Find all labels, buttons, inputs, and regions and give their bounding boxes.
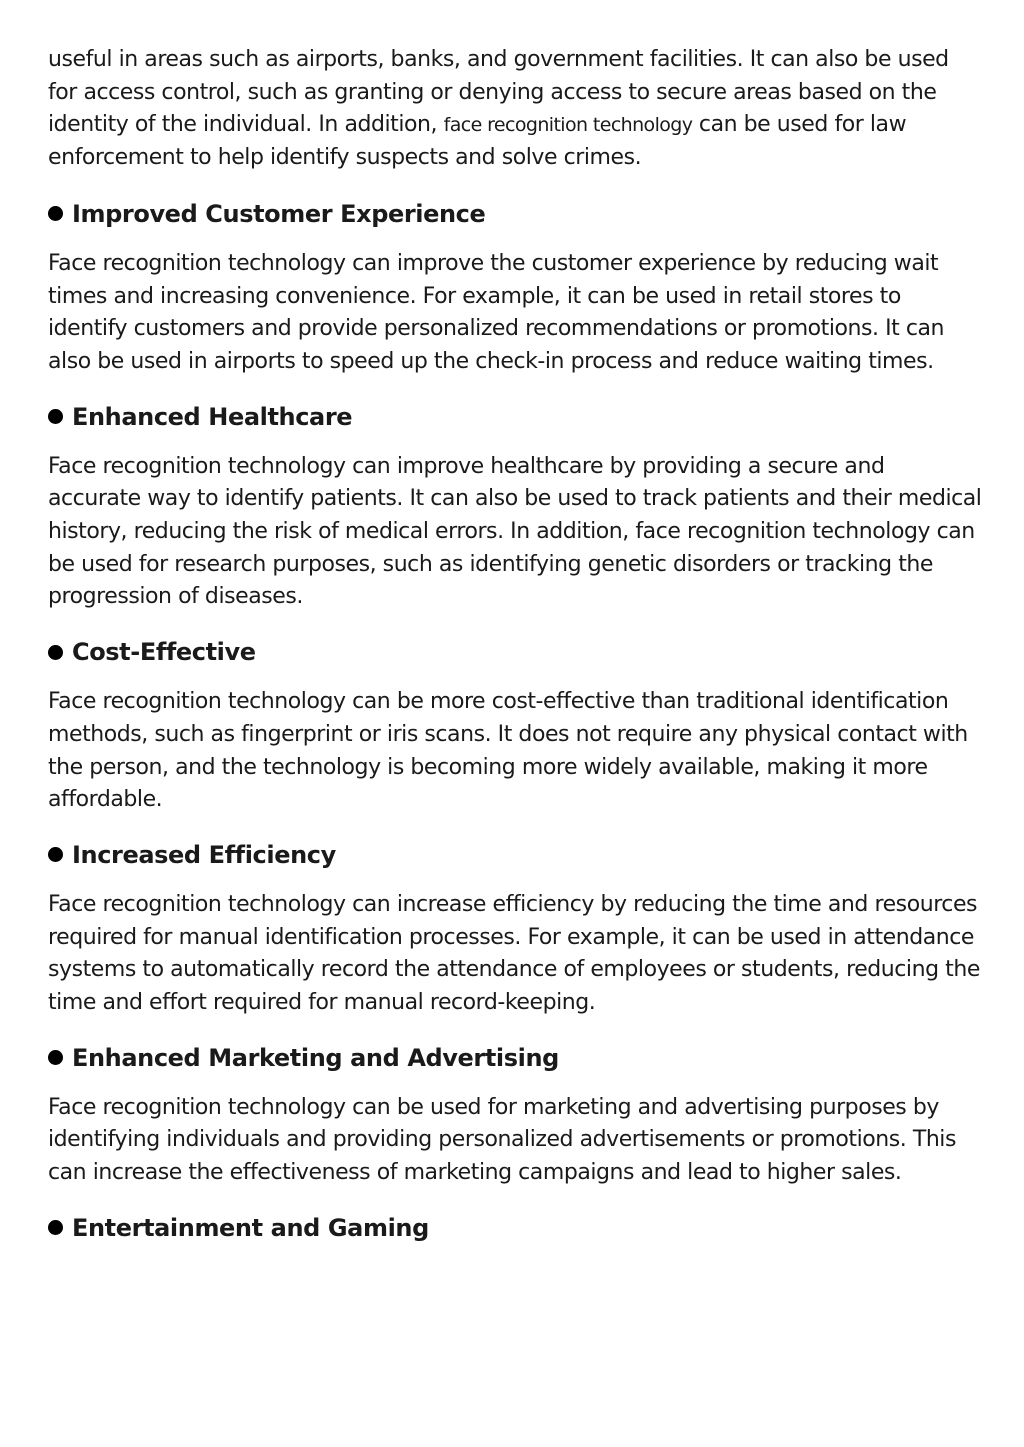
section-heading-label: Enhanced Healthcare (72, 402, 353, 431)
section-body-cost-effective: Face recognition technology can be more cost-effective than traditional identification methods, such as fingerprint or iris scans. It does not require any physical contact with the person, and the technology is becoming more widely available, making it more affordable. (48, 689, 968, 813)
section-heading-efficiency (48, 839, 983, 871)
section-heading-entertainment (48, 1212, 983, 1244)
bullet-icon (48, 206, 63, 221)
section-heading-customer-experience (48, 198, 983, 230)
section-heading-label: Cost-Effective (72, 638, 256, 667)
intro-text-small: face recognition technology (443, 114, 693, 137)
section-heading-healthcare (48, 401, 983, 433)
intro-text-end: can be used for law enforcement to help identify suspects and solve crimes. (48, 112, 907, 171)
section-heading-label: Increased Efficiency (72, 840, 336, 869)
section-heading-label: Entertainment and Gaming (72, 1213, 429, 1242)
section-heading-cost-effective (48, 636, 983, 668)
bullet-icon (48, 1050, 63, 1065)
bullet-icon (48, 645, 63, 660)
section-body-efficiency: Face recognition technology can increase efficiency by reducing the time and resources required for manual identification processes. For example, it can be used in attendance systems to automatically record the attendance of employees or students, reducing the time and effort required for manual record-keeping. (48, 891, 980, 1016)
section-body-customer-experience: Face recognition technology can improve the customer experience by reducing wait times and increasing convenience. For example, it can be used in retail stores to identify customers and provide personalized recommendations or promotions. It can also be used in airports to speed up the check-in process and reduce waiting times. (48, 250, 945, 374)
bullet-icon (48, 1220, 63, 1235)
bullet-icon (48, 409, 63, 424)
section-body-marketing: Face recognition technology can be used for marketing and advertising purposes by identifying individuals and providing personalized advertisements or promotions. This can increase the effectiveness of marketing campaigns and lead to higher sales. (48, 1094, 956, 1186)
bullet-icon (48, 847, 63, 862)
document-page (48, 44, 983, 1262)
section-heading-label: Improved Customer Experience (72, 199, 486, 228)
section-heading-marketing (48, 1042, 983, 1074)
section-body-healthcare: Face recognition technology can improve healthcare by providing a secure and accurate way to identify patients. It can also be used to track patients and their medical history, reducing the risk of medical errors. In addition, face recognition technology can be used for research purposes, such as identifying genetic disorders or tracking the progression of diseases. (48, 453, 982, 610)
intro-text-start: useful in areas such as airports, banks, and government facilities. It can also be used for access control, such as granting or denying access to secure areas based on the identity of the individual. In addition, (48, 47, 949, 138)
intro-paragraph (48, 44, 983, 175)
section-heading-label: Enhanced Marketing and Advertising (72, 1043, 559, 1072)
